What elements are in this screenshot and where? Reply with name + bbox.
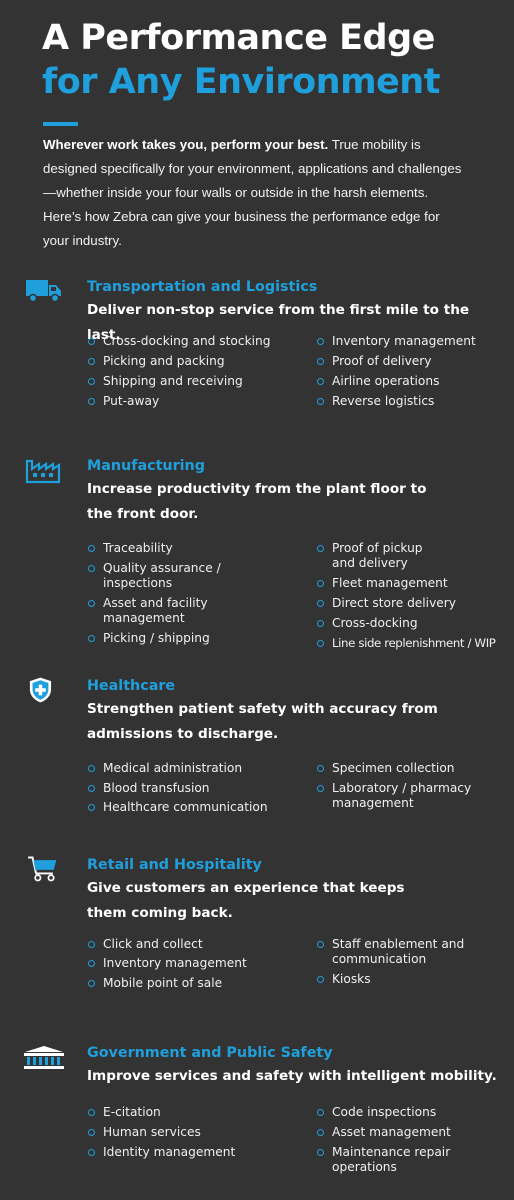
- section-title: Manufacturing: [87, 458, 205, 474]
- section-title: Transportation and Logistics: [87, 279, 318, 295]
- list-item: Click and collect: [103, 937, 275, 952]
- list-item: Reverse logistics: [332, 394, 512, 409]
- list-item: Asset and facility management: [103, 596, 243, 626]
- page-title: [42, 16, 440, 104]
- list-item: Human services: [103, 1125, 275, 1140]
- section-subtitle-line-1: Give customers an experience that keeps: [87, 880, 405, 896]
- section-title: Government and Public Safety: [87, 1045, 333, 1061]
- list-item: Cross-docking: [332, 616, 512, 631]
- list-item: Staff enablement and communication: [332, 937, 492, 967]
- section-title: Retail and Hospitality: [87, 857, 262, 873]
- intro-body: True mobility is designed specifically for your environment, applications and challenges—whether inside your four walls or outside in the harsh elements. Here’s how Zebra can give your business the performance edge for your industry.: [43, 137, 462, 248]
- list-item: Medical administration: [103, 761, 275, 776]
- section-subtitle-line-2: admissions to discharge.: [87, 726, 279, 742]
- list-item: Direct store delivery: [332, 596, 512, 611]
- list-item: Proof of pickup and delivery: [332, 541, 442, 571]
- intro-paragraph: [43, 133, 463, 253]
- list-item: Kiosks: [332, 972, 512, 987]
- list-item: Identity management: [103, 1145, 275, 1160]
- list-item: Inventory management: [103, 956, 275, 971]
- section-subtitle: Deliver non-stop service from the first mile to the last.: [87, 302, 470, 343]
- list-item: Healthcare communication: [103, 800, 275, 815]
- section-subtitle-line-1: Increase productivity from the plant floor to: [87, 481, 427, 497]
- list-item: Maintenance repair operations: [332, 1145, 482, 1175]
- intro-lead: Wherever work takes you, perform your best.: [43, 137, 329, 152]
- list-item: Cross-docking and stocking: [103, 334, 275, 349]
- list-item: Proof of delivery: [332, 354, 512, 369]
- factory-icon: [24, 455, 64, 485]
- truck-icon: [24, 276, 64, 306]
- medical-shield-icon: [24, 675, 64, 705]
- section-subtitle-line-2: them coming back.: [87, 905, 233, 921]
- title-line-2: for Any Environment: [42, 62, 440, 102]
- list-item: Laboratory / pharmacy management: [332, 781, 482, 811]
- accent-rule: [43, 122, 78, 126]
- list-item: Blood transfusion: [103, 781, 275, 796]
- government-building-icon: [24, 1042, 64, 1072]
- list-item: Airline operations: [332, 374, 512, 389]
- list-item: Inventory management: [332, 334, 512, 349]
- list-item: Picking and packing: [103, 354, 275, 369]
- list-item: Asset management: [332, 1125, 512, 1140]
- list-item: Fleet management: [332, 576, 512, 591]
- list-item: Traceability: [103, 541, 275, 556]
- shopping-cart-icon: [24, 854, 64, 884]
- section-subtitle-line-1: Strengthen patient safety with accuracy from: [87, 701, 438, 717]
- list-item: Mobile point of sale: [103, 976, 275, 991]
- list-item: Quality assurance / inspections: [103, 561, 243, 591]
- list-item: Put-away: [103, 394, 275, 409]
- section-title: Healthcare: [87, 678, 176, 694]
- list-item: Line side replenishment / WIP: [332, 636, 514, 651]
- section-subtitle-line-2: the front door.: [87, 506, 199, 522]
- title-line-1: A Performance Edge: [42, 18, 435, 58]
- list-item: Picking / shipping: [103, 631, 275, 646]
- list-item: Code inspections: [332, 1105, 512, 1120]
- list-item: Specimen collection: [332, 761, 512, 776]
- list-item: E-citation: [103, 1105, 275, 1120]
- list-item: Shipping and receiving: [103, 374, 275, 389]
- section-subtitle: Improve services and safety with intelligent mobility.: [87, 1068, 497, 1084]
